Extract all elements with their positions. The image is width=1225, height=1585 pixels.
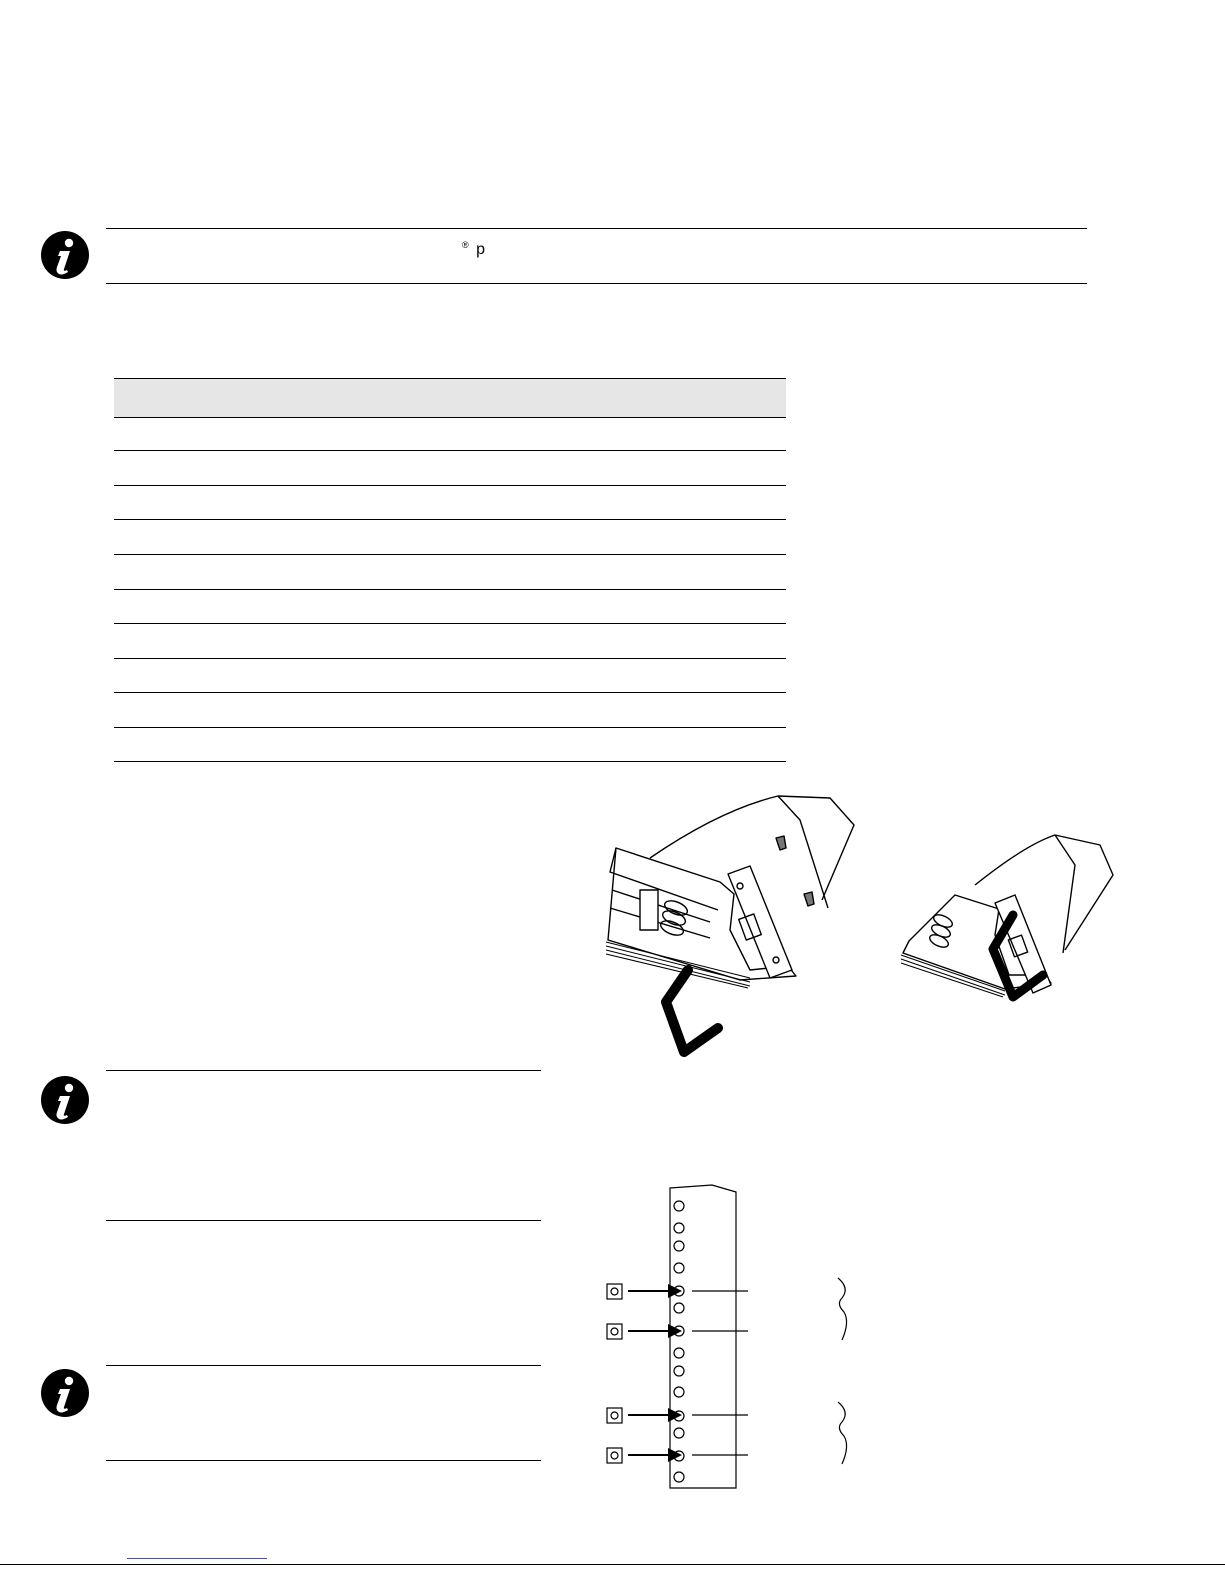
table-row xyxy=(114,589,786,590)
info-icon xyxy=(40,230,90,280)
table-row xyxy=(114,727,786,728)
table-header xyxy=(114,378,786,418)
note1-top-rule xyxy=(106,228,1087,229)
bracket-figure-left xyxy=(600,790,870,1065)
table-row xyxy=(114,485,786,486)
footer-rule xyxy=(0,1564,1225,1565)
bracket-figure-right xyxy=(895,825,1120,1010)
note3-top-rule xyxy=(106,1365,541,1366)
info-icon xyxy=(40,1368,90,1418)
table-row xyxy=(114,519,786,520)
footer-link-underline[interactable] xyxy=(127,1558,267,1559)
note3-bottom-rule xyxy=(106,1460,541,1461)
table-row xyxy=(114,692,786,693)
note1-text xyxy=(462,236,485,259)
table-row xyxy=(114,761,786,762)
table-row xyxy=(114,450,786,451)
info-icon xyxy=(40,1075,90,1125)
table-row xyxy=(114,554,786,555)
note2-bottom-rule xyxy=(106,1220,541,1221)
note2-top-rule xyxy=(106,1070,541,1071)
rack-rail-figure xyxy=(600,1180,860,1490)
note1-bottom-rule xyxy=(106,283,1087,284)
note1-trailing-char: p xyxy=(476,241,485,258)
registered-mark: ® xyxy=(462,240,469,250)
table-row xyxy=(114,623,786,624)
table-row xyxy=(114,658,786,659)
